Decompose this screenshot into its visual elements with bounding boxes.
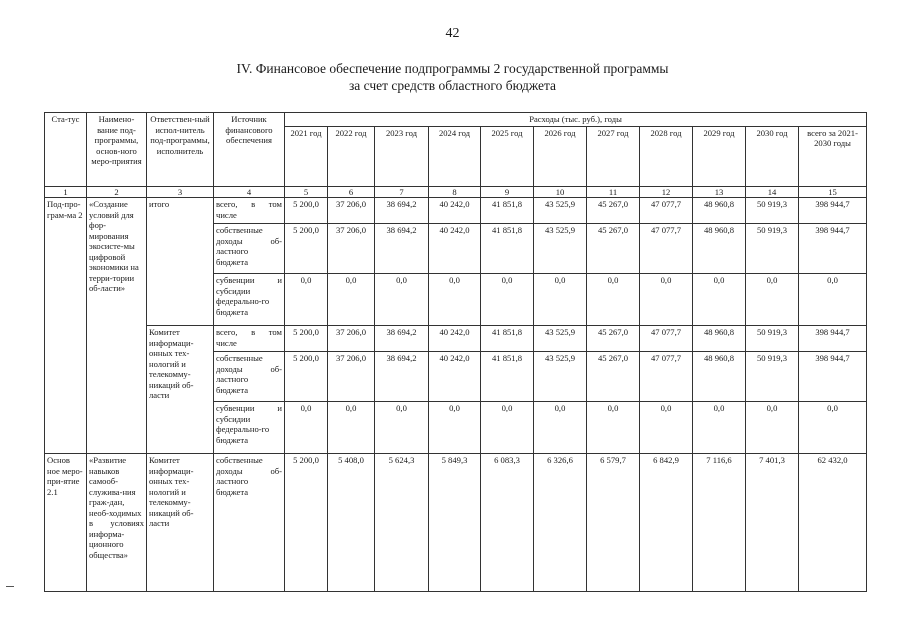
year-value: 37 206,0 [328,326,375,352]
column-number-row [45,186,867,198]
responsible-cell: Комитет информаци-онных тех-нологий и телекомму-никаций об-ласти [147,454,214,592]
header-name: Наимено-вание под-программы, основ-ного меро-приятия [87,113,147,187]
page-number: 42 [445,26,460,41]
year-value: 45 267,0 [587,352,640,402]
year-value: 6 326,6 [534,454,587,592]
year-value: 0,0 [587,274,640,326]
header-year: 2023 год [375,126,429,186]
year-value: 38 694,2 [375,326,429,352]
year-value: 5 624,3 [375,454,429,592]
margin-mark [6,586,14,587]
header-expenses: Расходы (тыс. руб.), годы [285,113,867,127]
total-value: 0,0 [799,402,867,454]
year-value: 38 694,2 [375,224,429,274]
responsible-cell: итого [147,198,214,326]
title-line-1: IV. Финансовое обеспечение подпрограммы 2 государственной программы [236,61,669,76]
column-number: 10 [534,186,587,198]
year-value: 40 242,0 [429,224,481,274]
year-value: 45 267,0 [587,224,640,274]
year-value: 5 200,0 [285,198,328,224]
year-value: 43 525,9 [534,352,587,402]
header-source: Источник финансового обеспечения [214,113,285,187]
total-value: 398 944,7 [799,352,867,402]
total-value: 62 432,0 [799,454,867,592]
year-value: 47 077,7 [640,224,693,274]
year-value: 0,0 [746,402,799,454]
year-value: 47 077,7 [640,352,693,402]
header-responsible: Ответствен-ный испол-нитель под-программы, исполнитель [147,113,214,187]
year-value: 38 694,2 [375,198,429,224]
year-value: 47 077,7 [640,198,693,224]
status-cell: Основ ное меро-при-ятие 2.1 [45,454,87,592]
column-number: 1 [45,186,87,198]
year-value: 5 200,0 [285,326,328,352]
header-year: 2028 год [640,126,693,186]
source-cell: субвенции и субсидии федерально-го бюджета [214,274,285,326]
year-value: 0,0 [640,274,693,326]
column-number: 2 [87,186,147,198]
title-line-2: за счет средств областного бюджета [348,78,557,93]
year-value: 50 919,3 [746,352,799,402]
year-value: 5 200,0 [285,352,328,402]
status-cell: Под-про-грам-ма 2 [45,198,87,454]
year-value: 0,0 [328,274,375,326]
year-value: 50 919,3 [746,326,799,352]
column-number: 15 [799,186,867,198]
header-year: 2030 год [746,126,799,186]
table-row [45,198,867,224]
total-value: 398 944,7 [799,224,867,274]
year-value: 37 206,0 [328,224,375,274]
year-value: 7 116,6 [693,454,746,592]
year-value: 5 200,0 [285,454,328,592]
year-value: 0,0 [429,402,481,454]
total-value: 0,0 [799,274,867,326]
year-value: 50 919,3 [746,224,799,274]
year-value: 38 694,2 [375,352,429,402]
column-number: 8 [429,186,481,198]
source-cell: собственные доходы об-ластного бюджета [214,224,285,274]
header-year: 2022 год [328,126,375,186]
year-value: 0,0 [481,402,534,454]
header-row [45,113,867,127]
financing-table [44,112,867,592]
year-value: 41 851,8 [481,352,534,402]
header-status: Ста-тус [45,113,87,187]
column-number: 9 [481,186,534,198]
year-value: 0,0 [375,402,429,454]
year-value: 0,0 [429,274,481,326]
header-year: 2029 год [693,126,746,186]
year-value: 0,0 [587,402,640,454]
year-value: 43 525,9 [534,224,587,274]
year-value: 47 077,7 [640,326,693,352]
header-year: 2021 год [285,126,328,186]
financing-table-body [45,113,867,592]
source-cell: собственные доходы об-ластного бюджета [214,352,285,402]
year-value: 6 083,3 [481,454,534,592]
year-value: 48 960,8 [693,224,746,274]
year-value: 37 206,0 [328,198,375,224]
year-value: 5 408,0 [328,454,375,592]
year-value: 0,0 [640,402,693,454]
year-value: 0,0 [328,402,375,454]
header-year: 2025 год [481,126,534,186]
year-value: 43 525,9 [534,198,587,224]
year-value: 7 401,3 [746,454,799,592]
year-value: 43 525,9 [534,326,587,352]
table-row [45,326,867,352]
source-cell: собственные доходы об-ластного бюджета [214,454,285,592]
header-year: 2024 год [429,126,481,186]
year-value: 0,0 [693,402,746,454]
year-value: 0,0 [375,274,429,326]
name-cell: «Развитие навыков самооб-служива-ния граж-дан, необ-ходимых в условиях информа-ционного общества» [87,454,147,592]
total-value: 398 944,7 [799,326,867,352]
header-total-years: всего за 2021-2030 годы [799,126,867,186]
column-number: 12 [640,186,693,198]
year-value: 48 960,8 [693,352,746,402]
year-value: 0,0 [285,274,328,326]
year-value: 41 851,8 [481,198,534,224]
year-value: 40 242,0 [429,352,481,402]
source-cell: всего, в том числе [214,326,285,352]
source-cell: субвенции и субсидии федерально-го бюджета [214,402,285,454]
column-number: 5 [285,186,328,198]
column-number: 3 [147,186,214,198]
column-number: 14 [746,186,799,198]
column-number: 4 [214,186,285,198]
year-value: 0,0 [746,274,799,326]
year-value: 50 919,3 [746,198,799,224]
year-value: 0,0 [534,274,587,326]
year-value: 41 851,8 [481,326,534,352]
name-cell: «Создание условий для фор-мирования экосисте-мы цифровой экономики на терри-тории об-ласти» [87,198,147,454]
header-year: 2027 год [587,126,640,186]
header-year: 2026 год [534,126,587,186]
year-value: 41 851,8 [481,224,534,274]
year-value: 0,0 [534,402,587,454]
source-cell: всего, в том числе [214,198,285,224]
year-value: 0,0 [285,402,328,454]
column-number: 13 [693,186,746,198]
year-value: 6 842,9 [640,454,693,592]
year-value: 5 849,3 [429,454,481,592]
year-value: 40 242,0 [429,326,481,352]
year-value: 0,0 [481,274,534,326]
year-value: 37 206,0 [328,352,375,402]
total-value: 398 944,7 [799,198,867,224]
responsible-cell: Комитет информаци-онных тех-нологий и телекомму-никаций об-ласти [147,326,214,454]
year-value: 6 579,7 [587,454,640,592]
year-value: 5 200,0 [285,224,328,274]
column-number: 7 [375,186,429,198]
document-title [0,60,905,94]
year-value: 48 960,8 [693,326,746,352]
year-value: 48 960,8 [693,198,746,224]
table-row [45,454,867,592]
year-value: 40 242,0 [429,198,481,224]
year-value: 0,0 [693,274,746,326]
column-number: 6 [328,186,375,198]
year-value: 45 267,0 [587,326,640,352]
column-number: 11 [587,186,640,198]
year-value: 45 267,0 [587,198,640,224]
